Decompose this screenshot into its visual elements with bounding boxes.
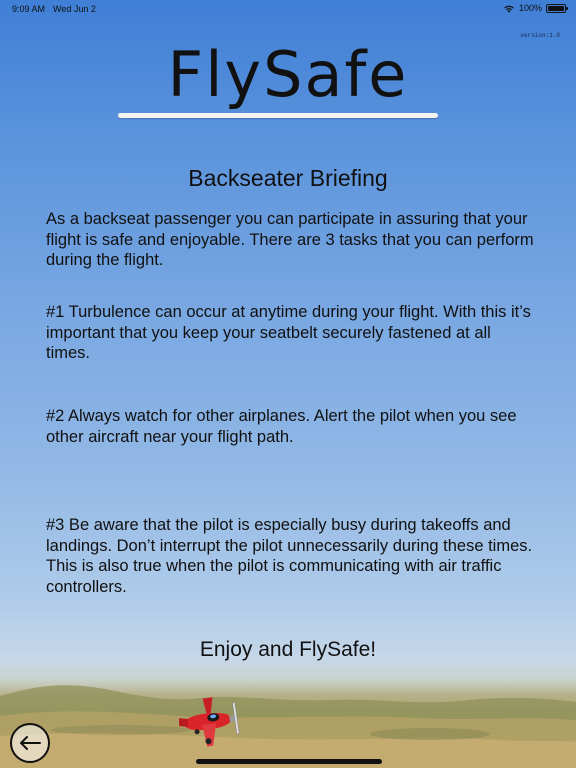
- battery-level: [548, 6, 564, 11]
- status-indicators: [503, 3, 566, 13]
- page-title: Backseater Briefing: [188, 165, 388, 191]
- landscape-background: [0, 676, 576, 768]
- wifi-icon: [503, 4, 515, 13]
- task-2-paragraph: #2 Always watch for other airplanes. Alert the pilot when you see other aircraft near your flight path.: [46, 407, 517, 446]
- status-time: 9:09 AM: [12, 4, 46, 14]
- status-date: Wed Jun 2: [53, 4, 96, 14]
- airplane-icon: [176, 694, 242, 752]
- app-logo: FlySafe: [167, 38, 409, 111]
- version-label: version:1.0: [520, 32, 560, 39]
- task-1-paragraph: #1 Turbulence can occur at anytime during your flight. With this it’s important that you keep your seatbelt securely fastened at all times.: [46, 303, 531, 362]
- home-indicator[interactable]: [196, 759, 382, 764]
- task-3-paragraph: #3 Be aware that the pilot is especially busy during takeoffs and landings. Don’t interrupt the pilot unnecessarily during these times. This is also true when the pilot is communicating with air traffic controllers.: [46, 516, 533, 596]
- status-bar: [0, 0, 576, 18]
- intro-paragraph: As a backseat passenger you can participate in assuring that your flight is safe and enjoyable. There are 3 tasks that you can perform during the flight.: [46, 210, 534, 269]
- logo-underline: [118, 113, 438, 118]
- arrow-left-icon: [18, 735, 42, 751]
- closing-message: Enjoy and FlySafe!: [199, 638, 377, 661]
- back-button[interactable]: [10, 723, 50, 763]
- battery-percent: 100%: [518, 3, 542, 13]
- battery-icon: [546, 4, 566, 13]
